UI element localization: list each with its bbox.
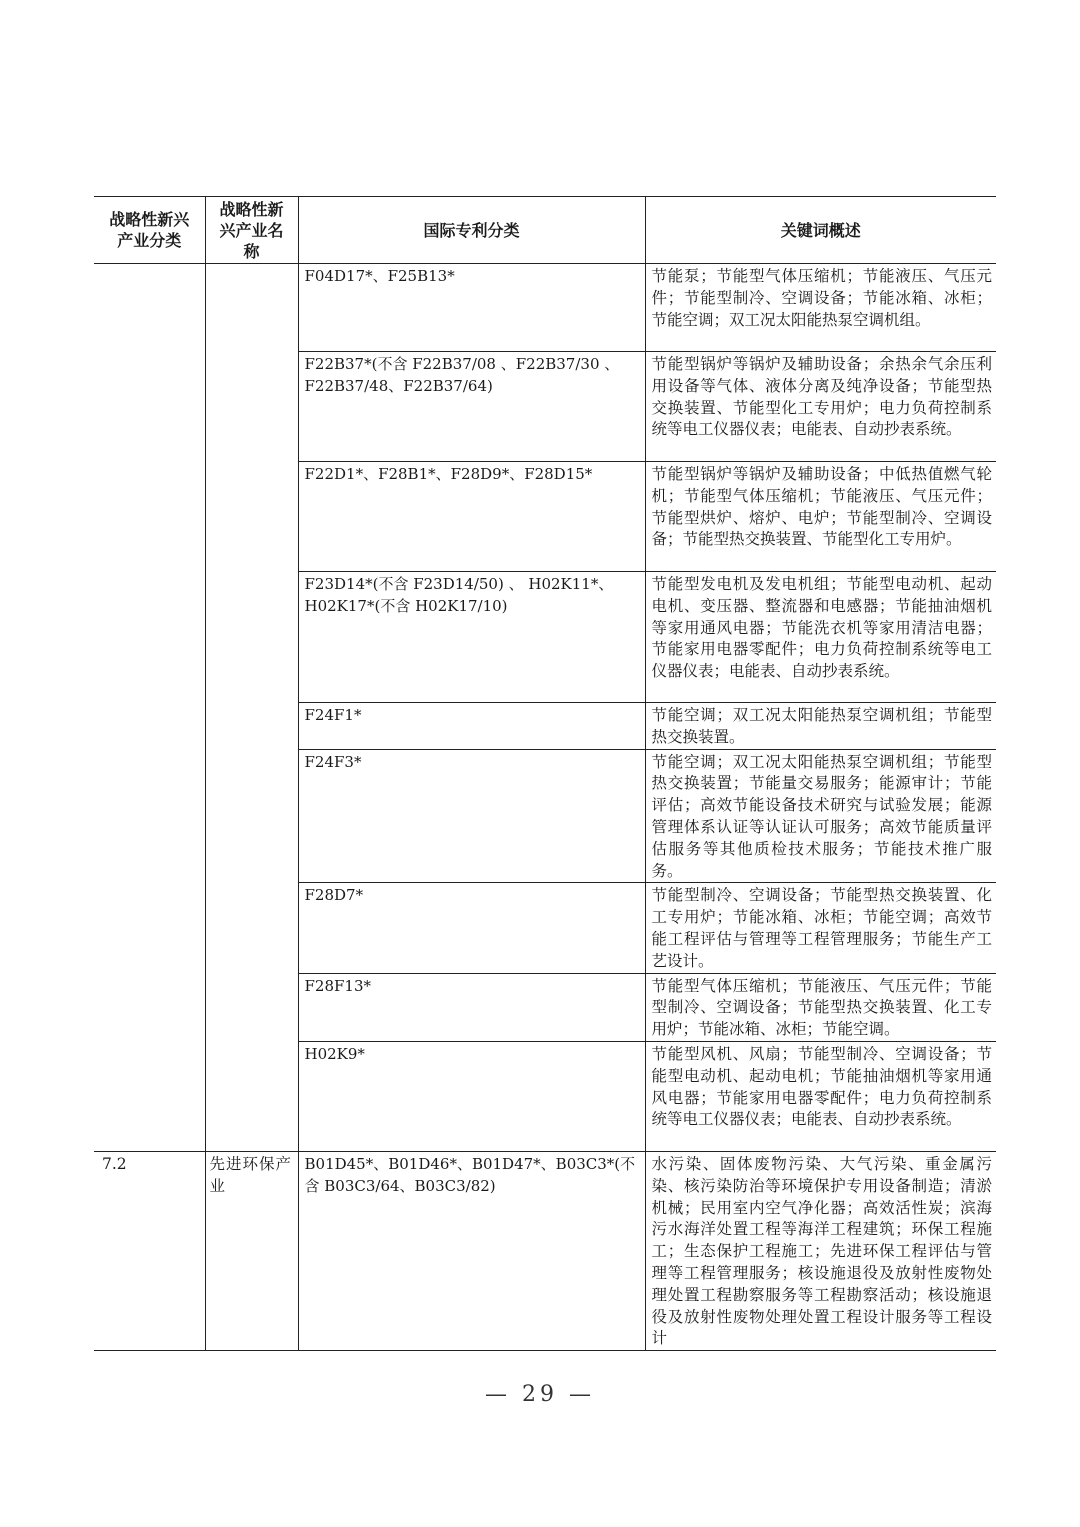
name-cell: 先进环保产业 <box>205 1151 298 1350</box>
ipc-cell: F24F1* <box>298 703 645 750</box>
header-category: 战略性新兴产业分类 <box>94 197 205 264</box>
keywords-cell: 节能泵；节能型气体压缩机；节能液压、气压元件；节能型制冷、空调设备；节能冰箱、冰柜；节能空调；双工况太阳能热泵空调机组。 <box>645 264 996 352</box>
ipc-cell: F22B37*(不含 F22B37/08 、F22B37/30 、F22B37/48、F22B37/64) <box>298 352 645 462</box>
ipc-cell: F28D7* <box>298 883 645 973</box>
keywords-cell: 节能型风机、风扇；节能型制冷、空调设备；节能型电动机、起动电机；节能抽油烟机等家用通风电器；节能家用电器零配件；电力负荷控制系统等电工仪器仪表；电能表、自动抄表系统。 <box>645 1041 996 1151</box>
ipc-classification-table <box>94 196 996 1351</box>
ipc-cell: F24F3* <box>298 749 645 883</box>
ipc-cell: F23D14*(不含 F23D14/50) 、 H02K11*、H02K17*(不含 H02K17/10) <box>298 572 645 703</box>
category-cell: 7.2 <box>94 1151 205 1350</box>
header-keywords: 关键词概述 <box>645 197 996 264</box>
keywords-cell: 节能型发电机及发电机组；节能型电动机、起动电机、变压器、整流器和电感器；节能抽油烟机等家用通风电器；节能洗衣机等家用清洁电器；节能家用电器零配件；电力负荷控制系统等电工仪器仪表；电能表、自动抄表系统。 <box>645 572 996 703</box>
keywords-cell: 节能型锅炉等锅炉及辅助设备；中低热值燃气轮机；节能型气体压缩机；节能液压、气压元件；节能型烘炉、熔炉、电炉；节能型制冷、空调设备；节能型热交换装置、节能型化工专用炉。 <box>645 462 996 572</box>
ipc-cell: B01D45*、B01D46*、B01D47*、B03C3*(不含 B03C3/64、B03C3/82) <box>298 1151 645 1350</box>
ipc-cell: H02K9* <box>298 1041 645 1151</box>
table-row <box>94 264 996 352</box>
keywords-cell: 节能型气体压缩机；节能液压、气压元件；节能型制冷、空调设备；节能型热交换装置、化工专用炉；节能冰箱、冰柜；节能空调。 <box>645 973 996 1041</box>
keywords-cell: 水污染、固体废物污染、大气污染、重金属污染、核污染防治等环境保护专用设备制造；清淤机械；民用室内空气净化器；高效活性炭；滨海污水海洋处置工程等海洋工程建筑；环保工程施工；生态保护工程施工；先进环保工程评估与管理等工程管理服务；核设施退役及放射性废物处理处置工程勘察服务等工程勘察活动；核设施退役及放射性废物处理处置工程设计服务等工程设计 <box>645 1151 996 1350</box>
keywords-cell: 节能型制冷、空调设备；节能型热交换装置、化工专用炉；节能冰箱、冰柜；节能空调；高效节能工程评估与管理等工程管理服务；节能生产工艺设计。 <box>645 883 996 973</box>
table-header-row <box>94 197 996 264</box>
ipc-cell: F22D1*、F28B1*、F28D9*、F28D15* <box>298 462 645 572</box>
page-number: — 29 — <box>485 1382 595 1407</box>
header-name: 战略性新兴产业名称 <box>205 197 298 264</box>
ipc-cell: F04D17*、F25B13* <box>298 264 645 352</box>
name-cell-empty <box>205 264 298 1152</box>
category-cell-empty <box>94 264 205 1152</box>
ipc-cell: F28F13* <box>298 973 645 1041</box>
table-row <box>94 1151 996 1350</box>
header-ipc: 国际专利分类 <box>298 197 645 264</box>
keywords-cell: 节能空调；双工况太阳能热泵空调机组；节能型热交换装置。 <box>645 703 996 750</box>
keywords-cell: 节能空调；双工况太阳能热泵空调机组；节能型热交换装置；节能量交易服务；能源审计；节能评估；高效节能设备技术研究与试验发展；能源管理体系认证等认证认可服务；高效节能质量评估服务等其他质检技术服务；节能技术推广服务。 <box>645 749 996 883</box>
keywords-cell: 节能型锅炉等锅炉及辅助设备；余热余气余压利用设备等气体、液体分离及纯净设备；节能型热交换装置、节能型化工专用炉；电力负荷控制系统等电工仪器仪表；电能表、自动抄表系统。 <box>645 352 996 462</box>
